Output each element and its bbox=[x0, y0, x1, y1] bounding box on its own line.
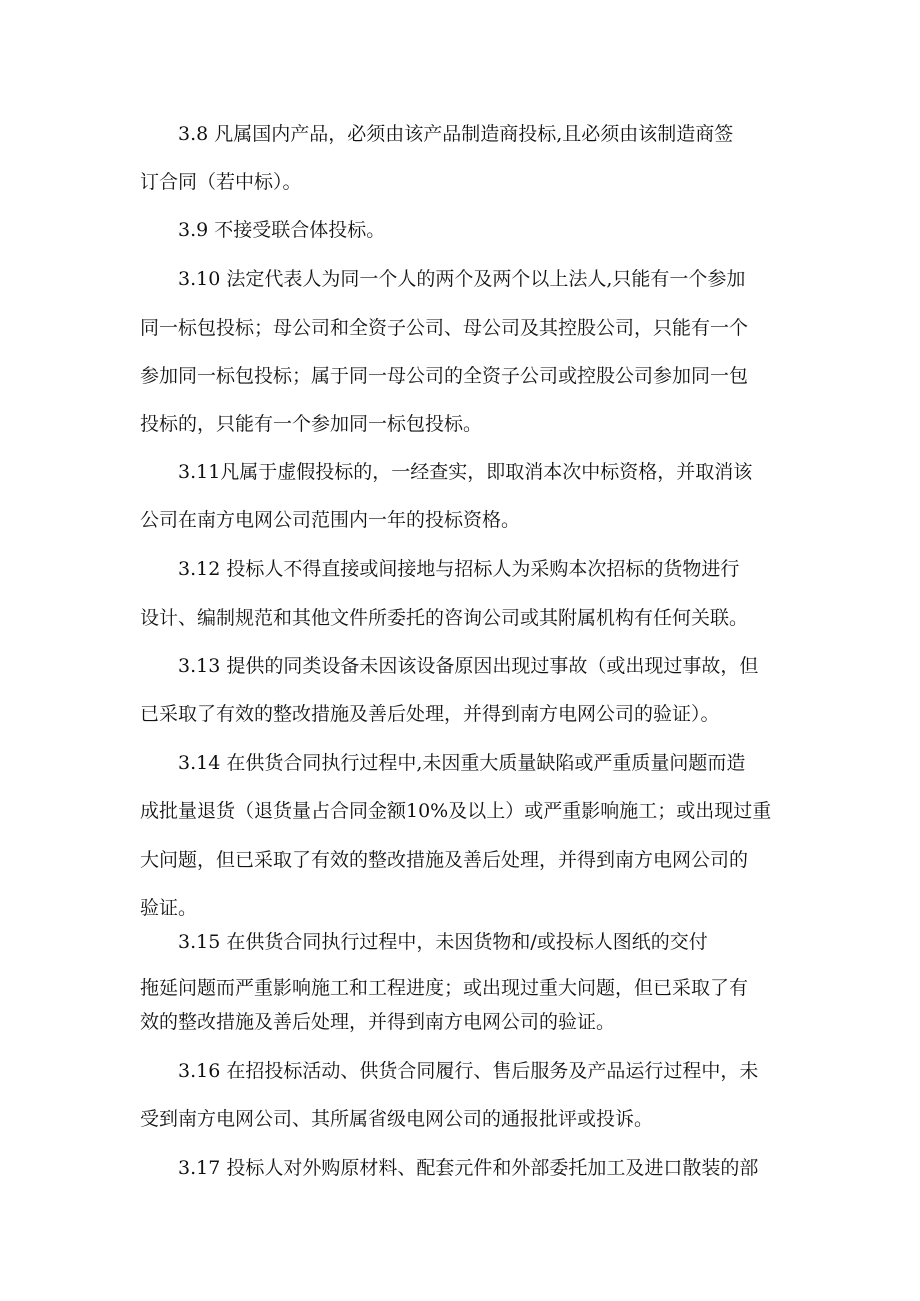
clause-3-8-line-2: 订合同（若中标）。 bbox=[140, 171, 302, 193]
clause-3-11-line-2: 公司在南方电网公司范围内一年的投标资格。 bbox=[140, 509, 521, 531]
clause-3-13-line-1: 3.13 提供的同类设备未因该设备原因出现过事故（或出现过事故，但 bbox=[178, 655, 759, 677]
clause-3-14-line-3: 大问题，但已采取了有效的整改措施及善后处理，并得到南方电网公司的 bbox=[140, 849, 749, 871]
clause-3-13-line-2: 已采取了有效的整改措施及善后处理，并得到南方电网公司的验证）。 bbox=[140, 703, 720, 725]
clause-3-14-line-2: 成批量退货（退货量占合同金额10%及以上）或严重影响施工；或出现过重 bbox=[140, 800, 772, 822]
clause-3-12-line-1: 3.12 投标人不得直接或间接地与招标人为采购本次招标的货物进行 bbox=[178, 558, 740, 580]
clause-3-16-line-1: 3.16 在招投标活动、供货合同履行、售后服务及产品运行过程中，未 bbox=[178, 1060, 759, 1082]
clause-3-11-line-1: 3.11凡属于虚假投标的，一经查实，即取消本次中标资格，并取消该 bbox=[178, 461, 753, 483]
clause-3-15-line-1: 3.15 在供货合同执行过程中，未因货物和/或投标人图纸的交付 bbox=[178, 931, 708, 953]
clause-3-12-line-2: 设计、编制规范和其他文件所委托的咨询公司或其附属机构有任何关联。 bbox=[140, 607, 749, 629]
clause-3-15-line-3: 效的整改措施及善后处理，并得到南方电网公司的验证。 bbox=[140, 1011, 616, 1033]
clause-3-10-line-4: 投标的，只能有一个参加同一标包投标。 bbox=[140, 413, 483, 435]
clause-3-10-line-3: 参加同一标包投标；属于同一母公司的全资子公司或控股公司参加同一包 bbox=[140, 365, 749, 387]
clause-3-8-line-1: 3.8 凡属国内产品，必须由该产品制造商投标,且必须由该制造商签 bbox=[178, 123, 734, 145]
clause-3-14-line-4: 验证。 bbox=[140, 897, 198, 919]
clause-3-14-line-1: 3.14 在供货合同执行过程中,未因重大质量缺陷或严重质量问题而造 bbox=[178, 752, 746, 774]
clause-3-15-line-2: 拖延问题而严重影响施工和工程进度；或出现过重大问题，但已采取了有 bbox=[140, 977, 749, 999]
clause-3-10-line-1: 3.10 法定代表人为同一个人的两个及两个以上法人,只能有一个参加 bbox=[178, 268, 746, 290]
clause-3-17-line-1: 3.17 投标人对外购原材料、配套元件和外部委托加工及进口散装的部 bbox=[178, 1157, 759, 1179]
clause-3-16-line-2: 受到南方电网公司、其所属省级电网公司的通报批评或投诉。 bbox=[140, 1108, 654, 1130]
clause-3-9-line-1: 3.9 不接受联合体投标。 bbox=[178, 219, 386, 241]
clause-3-10-line-2: 同一标包投标；母公司和全资子公司、母公司及其控股公司，只能有一个 bbox=[140, 317, 749, 339]
